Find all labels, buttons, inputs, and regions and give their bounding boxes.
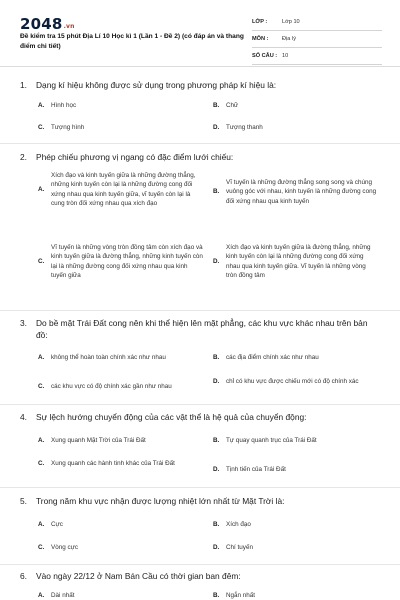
option-5-b[interactable] bbox=[213, 520, 378, 529]
option-text: các địa điểm chính xác như nhau bbox=[226, 354, 319, 361]
option-1-c[interactable] bbox=[38, 123, 203, 132]
option-4-c[interactable] bbox=[38, 459, 203, 468]
option-2-c[interactable] bbox=[38, 243, 203, 280]
option-letter: B. bbox=[213, 188, 220, 196]
exam-title: Đề kiểm tra 15 phút Địa Lí 10 Học kì 1 (Lần 1 - Đề 2) (có đáp án và thang điểm chi tiết) bbox=[20, 33, 244, 50]
option-letter: C. bbox=[38, 544, 45, 551]
option-letter: A. bbox=[38, 354, 45, 361]
option-text: Tự quay quanh trục của Trái Đất bbox=[226, 437, 317, 444]
option-text: Dài nhất bbox=[51, 592, 75, 599]
question-number: 4. bbox=[20, 412, 27, 422]
option-letter: C. bbox=[38, 460, 45, 467]
option-text: Tịnh tiến của Trái Đất bbox=[226, 466, 286, 473]
question-text: Sự lệch hướng chuyển động của các vật thể là hệ quả của chuyển động: bbox=[36, 412, 307, 422]
option-letter: B. bbox=[213, 437, 220, 444]
option-letter: C. bbox=[38, 124, 45, 131]
option-text: Tượng thanh bbox=[226, 124, 263, 131]
option-letter: A. bbox=[38, 521, 45, 528]
meta-row-class bbox=[252, 14, 382, 31]
option-letter: C. bbox=[38, 257, 45, 265]
question-1 bbox=[20, 80, 380, 92]
option-text: Vĩ tuyến là những vòng tròn đồng tâm còn xích đạo và kinh tuyến giữa là đường thẳng, những kinh tuyến còn lại là những đường cong đối xứng nhau qua kinh tuyến giữa bbox=[51, 244, 203, 279]
option-letter: D. bbox=[213, 378, 220, 385]
option-2-a[interactable] bbox=[38, 171, 203, 208]
option-5-a[interactable] bbox=[38, 520, 203, 529]
question-text: Dạng kí hiệu không được sử dụng trong phương pháp kí hiệu là: bbox=[36, 80, 277, 90]
question-divider bbox=[0, 143, 400, 144]
question-text: Trong năm khu vực nhận được lượng nhiệt lớn nhất từ Mặt Trời là: bbox=[36, 496, 285, 506]
option-letter: B. bbox=[213, 521, 220, 528]
question-number: 5. bbox=[20, 496, 27, 506]
option-6-a[interactable] bbox=[38, 591, 203, 600]
option-4-a[interactable] bbox=[38, 436, 203, 445]
option-letter: B. bbox=[213, 592, 220, 599]
option-text: Tượng hình bbox=[51, 124, 85, 131]
option-letter: A. bbox=[38, 185, 45, 193]
meta-label-count: SỐ CÂU : bbox=[252, 53, 278, 59]
exam-meta-table bbox=[252, 14, 382, 65]
option-text: các khu vực có độ chính xác gần như nhau bbox=[51, 383, 172, 390]
option-text: Vòng cực bbox=[51, 544, 78, 551]
question-2 bbox=[20, 152, 380, 164]
question-divider bbox=[0, 404, 400, 405]
question-divider bbox=[0, 310, 400, 311]
option-text: Chí tuyến bbox=[226, 544, 253, 551]
question-6 bbox=[20, 571, 380, 583]
question-number: 1. bbox=[20, 80, 27, 90]
meta-value-subject: Địa lý bbox=[282, 36, 296, 42]
option-2-d[interactable] bbox=[213, 243, 378, 280]
logo-tld: .vn bbox=[63, 23, 75, 30]
option-text: Xung quanh các hành tinh khác của Trái Đất bbox=[51, 460, 175, 467]
option-letter: C. bbox=[38, 383, 45, 390]
option-1-b[interactable] bbox=[213, 101, 378, 110]
question-number: 6. bbox=[20, 571, 27, 581]
option-text: không thể hoàn toàn chính xác như nhau bbox=[51, 354, 166, 361]
meta-value-class: Lớp 10 bbox=[282, 19, 300, 25]
question-text: Vào ngày 22/12 ở Nam Bán Cầu có thời gian ban đêm: bbox=[36, 571, 241, 581]
option-3-c[interactable] bbox=[38, 382, 203, 391]
logo-main: 2048 bbox=[20, 15, 63, 33]
option-text: Vĩ tuyến là những đường thẳng song song và chúng vuông góc với nhau, kinh tuyến là những đường cong đối xứng nhau qua kinh tuyến bbox=[226, 179, 377, 205]
question-text: Do bề mặt Trái Đất cong nên khi thể hiện lên mặt phẳng, các khu vực khác nhau trên bản đồ: bbox=[36, 318, 368, 340]
question-divider bbox=[0, 487, 400, 488]
page-header bbox=[0, 0, 400, 66]
header-divider bbox=[0, 66, 400, 67]
option-4-b[interactable] bbox=[213, 436, 378, 445]
meta-label-class: LỚP : bbox=[252, 19, 268, 25]
option-letter: A. bbox=[38, 437, 45, 444]
option-3-d[interactable] bbox=[213, 377, 378, 386]
option-text: Xích đạo bbox=[226, 521, 251, 528]
question-3 bbox=[20, 318, 380, 341]
question-number: 3. bbox=[20, 318, 27, 328]
option-1-a[interactable] bbox=[38, 101, 203, 110]
option-3-a[interactable] bbox=[38, 353, 203, 362]
meta-label-subject: MÔN : bbox=[252, 36, 269, 42]
option-text: Ngắn nhất bbox=[226, 592, 256, 599]
option-text: Chữ bbox=[226, 102, 239, 109]
question-text: Phép chiếu phương vị ngang có đặc điểm lưới chiếu: bbox=[36, 152, 234, 162]
option-text: Hình học bbox=[51, 102, 77, 109]
option-4-d[interactable] bbox=[213, 465, 378, 474]
option-6-b[interactable] bbox=[213, 591, 378, 600]
option-letter: A. bbox=[38, 102, 45, 109]
option-letter: D. bbox=[213, 257, 220, 265]
question-4 bbox=[20, 412, 380, 424]
option-letter: D. bbox=[213, 124, 220, 131]
option-text: Cực bbox=[51, 521, 63, 528]
meta-value-count: 10 bbox=[282, 53, 289, 59]
option-text: Xích đạo và kinh tuyến giữa là những đường thẳng, những kinh tuyến còn lại là những đường cong đối xứng nhau qua kinh tuyến giữa, vĩ tuyến còn lại là cung tròn đối xứng nhau qua xích đạo bbox=[51, 172, 196, 207]
site-logo[interactable] bbox=[20, 15, 75, 33]
option-2-b[interactable] bbox=[213, 178, 378, 206]
option-5-d[interactable] bbox=[213, 543, 378, 552]
option-text: Xung quanh Mặt Trời của Trái Đất bbox=[51, 437, 146, 444]
meta-row-subject bbox=[252, 31, 382, 48]
option-letter: B. bbox=[213, 354, 220, 361]
option-3-b[interactable] bbox=[213, 353, 378, 362]
meta-row-count bbox=[252, 48, 382, 65]
option-5-c[interactable] bbox=[38, 543, 203, 552]
question-5 bbox=[20, 496, 380, 508]
option-letter: A. bbox=[38, 592, 45, 599]
option-1-d[interactable] bbox=[213, 123, 378, 132]
option-text: Xích đạo và kinh tuyến giữa là đường thẳng, những kinh tuyến còn lại là những đường cong đối xứng nhau qua kinh tuyến giữa. Vĩ tuyến là những vòng tròn đồng tâm bbox=[226, 244, 371, 279]
option-letter: D. bbox=[213, 466, 220, 473]
question-divider bbox=[0, 564, 400, 565]
option-letter: B. bbox=[213, 102, 220, 109]
question-number: 2. bbox=[20, 152, 27, 162]
option-letter: D. bbox=[213, 544, 220, 551]
option-text: chỉ có khu vực được chiếu mới có độ chính xác bbox=[226, 378, 359, 385]
